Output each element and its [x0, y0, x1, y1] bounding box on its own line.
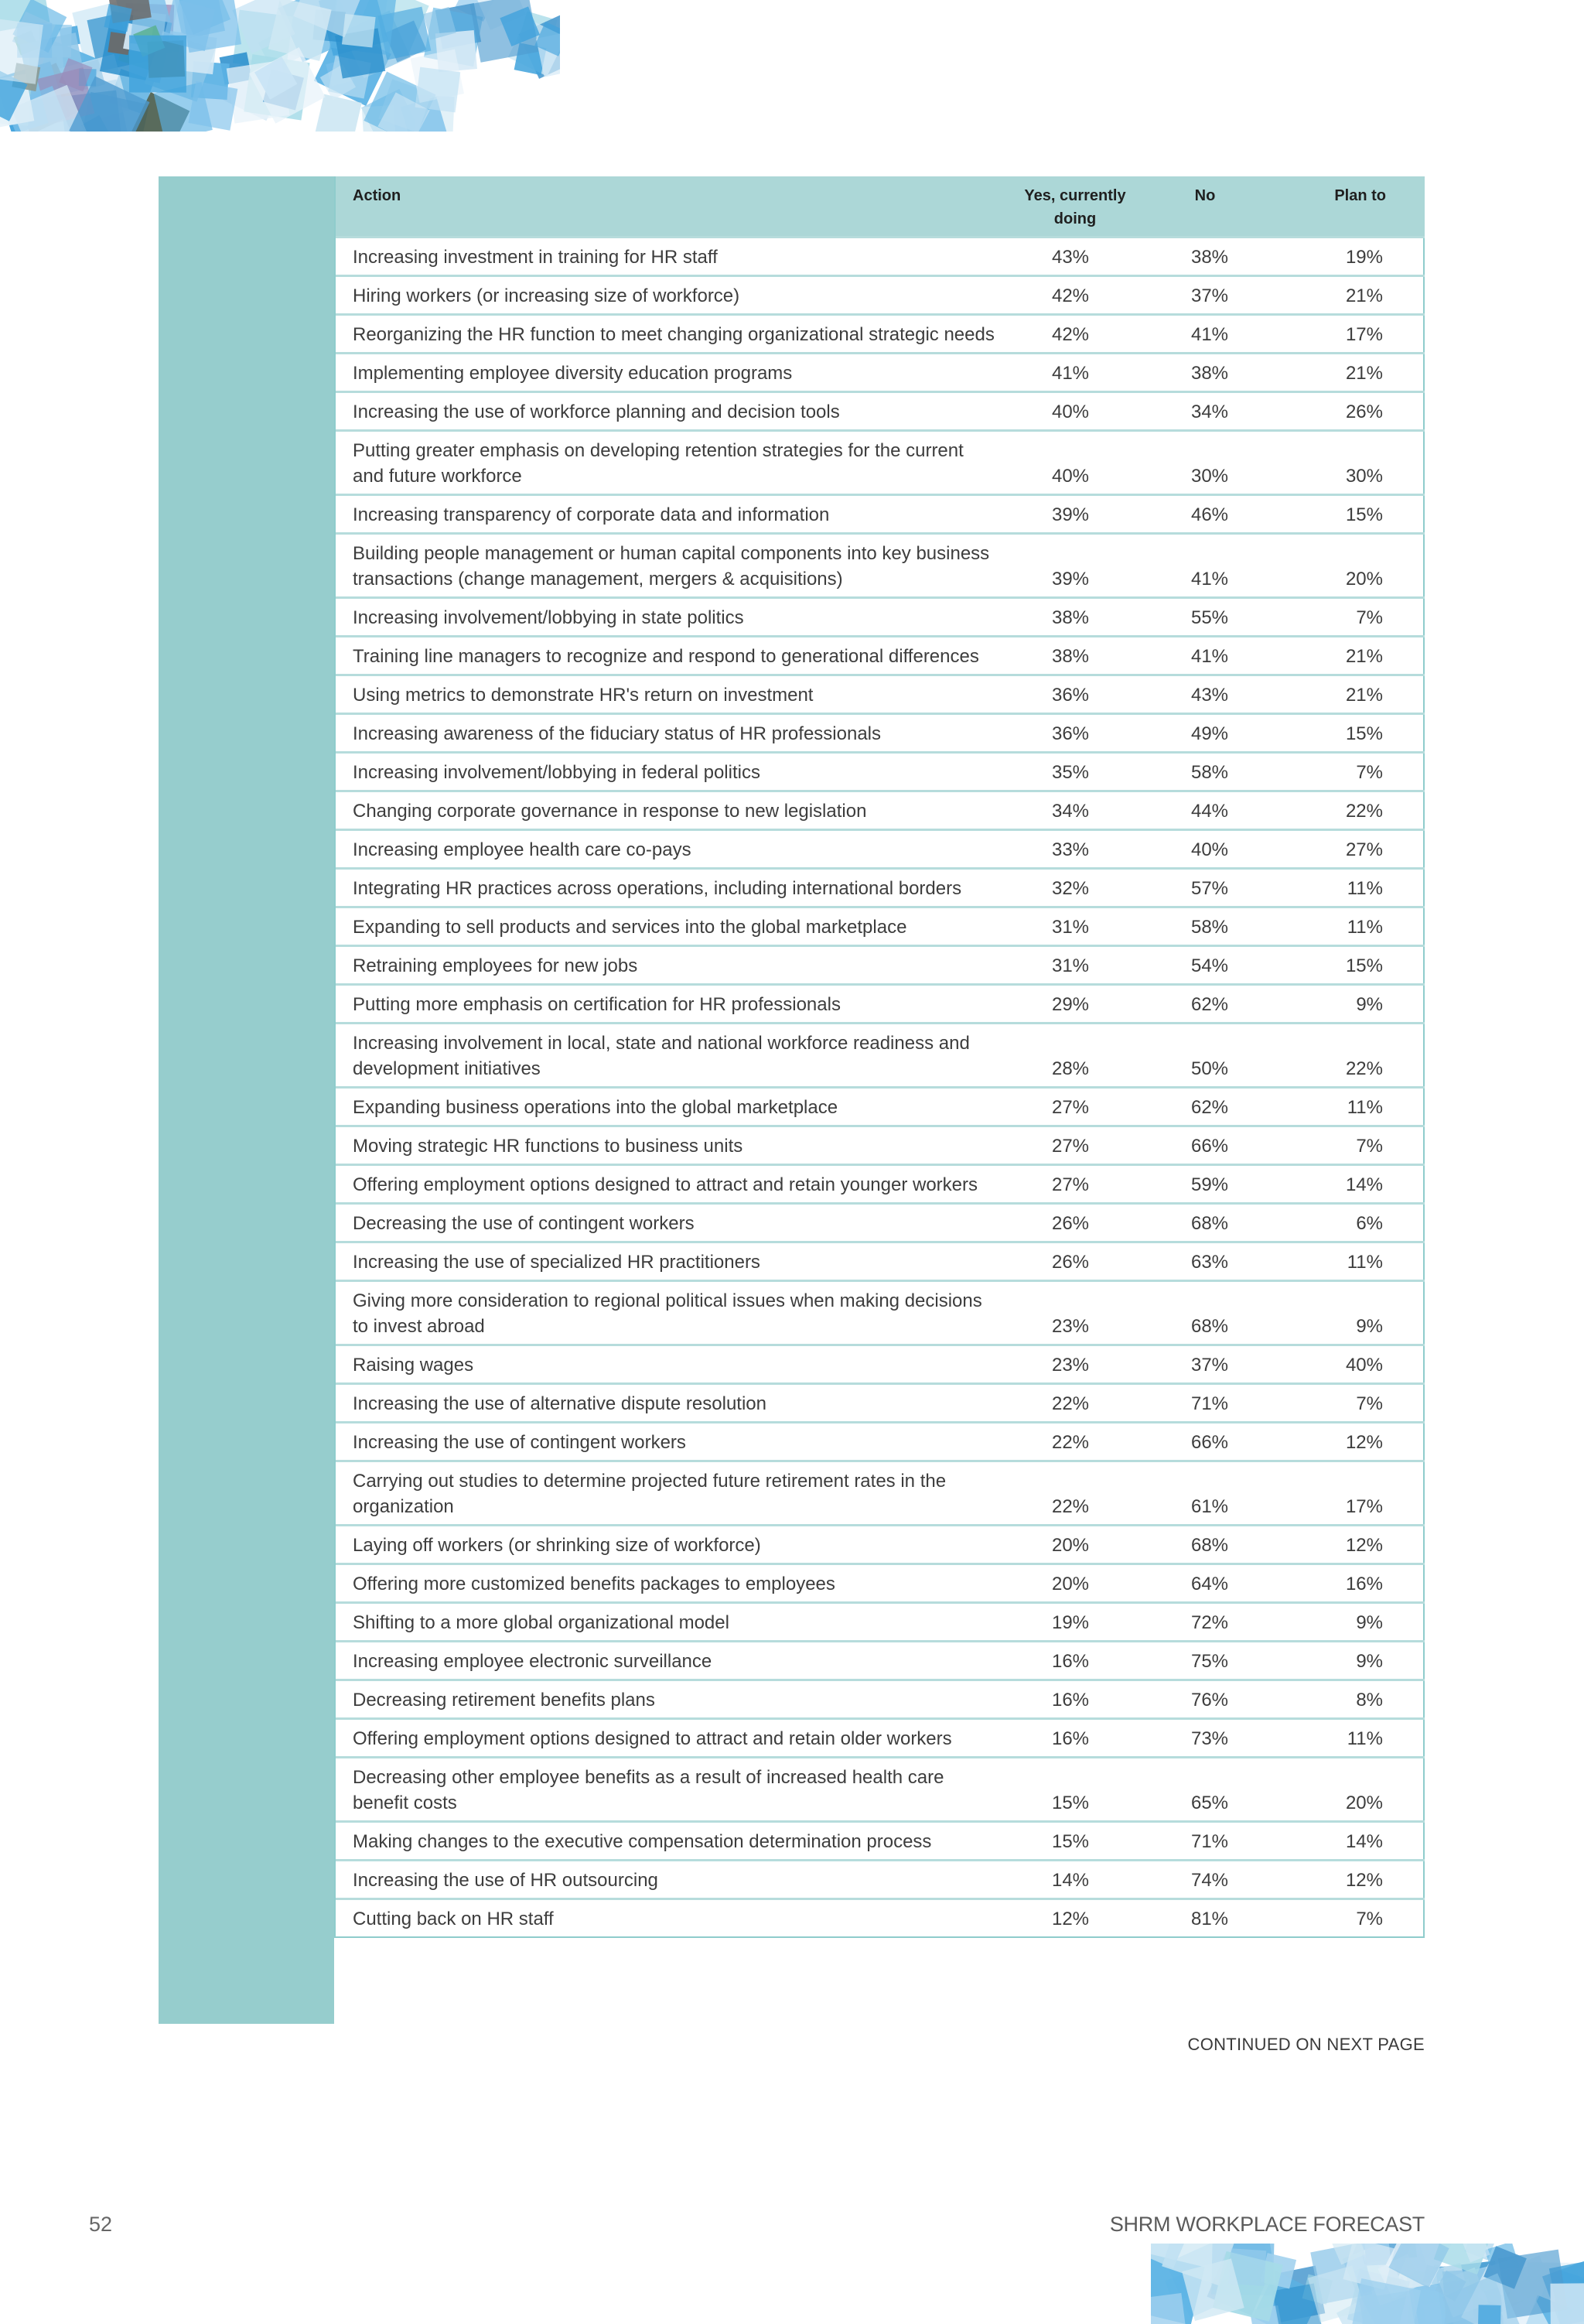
cell-yes: 29% [1005, 984, 1145, 1023]
cell-no: 59% [1145, 1164, 1265, 1203]
cell-plan: 9% [1265, 984, 1425, 1023]
cell-no: 62% [1145, 1087, 1265, 1126]
cell-plan: 15% [1265, 713, 1425, 752]
cell-yes: 27% [1005, 1126, 1145, 1164]
cell-yes: 33% [1005, 829, 1145, 868]
cell-yes: 40% [1005, 430, 1145, 494]
cell-action: Expanding to sell products and services into the global marketplace [336, 907, 1005, 945]
table-row [336, 494, 1425, 533]
table-row [336, 868, 1425, 907]
cell-no: 50% [1145, 1023, 1265, 1087]
cell-no: 58% [1145, 907, 1265, 945]
header-plan-to: Plan to [1265, 176, 1425, 237]
cell-no: 37% [1145, 275, 1265, 314]
table-row [336, 1899, 1425, 1936]
cell-action: Increasing awareness of the fiduciary status of HR professionals [336, 713, 1005, 752]
cell-plan: 17% [1265, 1461, 1425, 1525]
cell-no: 54% [1145, 945, 1265, 984]
table-row [336, 984, 1425, 1023]
cell-plan: 7% [1265, 1126, 1425, 1164]
table-row [336, 752, 1425, 791]
cell-no: 75% [1145, 1641, 1265, 1680]
cell-action: Increasing the use of specialized HR practitioners [336, 1242, 1005, 1280]
cell-action: Moving strategic HR functions to business units [336, 1126, 1005, 1164]
cell-yes: 36% [1005, 675, 1145, 713]
cell-no: 68% [1145, 1525, 1265, 1564]
table-header-row [336, 176, 1425, 237]
cell-yes: 31% [1005, 945, 1145, 984]
table-row [336, 1860, 1425, 1899]
table-row [336, 1821, 1425, 1860]
cell-action: Increasing employee electronic surveillance [336, 1641, 1005, 1680]
cell-action: Retraining employees for new jobs [336, 945, 1005, 984]
cell-yes: 38% [1005, 597, 1145, 636]
cell-action: Giving more consideration to regional political issues when making decisions to invest abroad [336, 1280, 1005, 1345]
cell-plan: 20% [1265, 533, 1425, 597]
cell-no: 38% [1145, 237, 1265, 275]
cell-no: 46% [1145, 494, 1265, 533]
table-row [336, 1680, 1425, 1718]
cell-action: Offering more customized benefits packages to employees [336, 1564, 1005, 1602]
cell-yes: 34% [1005, 791, 1145, 829]
cell-no: 81% [1145, 1899, 1265, 1936]
cell-plan: 21% [1265, 675, 1425, 713]
table-row [336, 391, 1425, 430]
cell-yes: 40% [1005, 391, 1145, 430]
cell-no: 37% [1145, 1345, 1265, 1383]
cell-action: Reorganizing the HR function to meet changing organizational strategic needs [336, 314, 1005, 353]
cell-plan: 21% [1265, 636, 1425, 675]
page-number: 52 [89, 2213, 113, 2236]
cell-plan: 7% [1265, 597, 1425, 636]
cell-no: 74% [1145, 1860, 1265, 1899]
cell-action: Building people management or human capital components into key business transactions (change management, mergers & acquisitions) [336, 533, 1005, 597]
table-row [336, 314, 1425, 353]
cell-action: Carrying out studies to determine projected future retirement rates in the organization [336, 1461, 1005, 1525]
cell-yes: 31% [1005, 907, 1145, 945]
cell-yes: 23% [1005, 1345, 1145, 1383]
cell-yes: 26% [1005, 1203, 1145, 1242]
cell-no: 38% [1145, 353, 1265, 391]
cell-no: 58% [1145, 752, 1265, 791]
cell-no: 65% [1145, 1757, 1265, 1821]
cell-yes: 19% [1005, 1602, 1145, 1641]
cell-action: Decreasing retirement benefits plans [336, 1680, 1005, 1718]
table-row [336, 1602, 1425, 1641]
cell-yes: 22% [1005, 1461, 1145, 1525]
cell-yes: 22% [1005, 1383, 1145, 1422]
actions-table [334, 176, 1425, 1938]
table-row [336, 791, 1425, 829]
cell-no: 34% [1145, 391, 1265, 430]
header-action: Action [336, 176, 1005, 237]
cell-action: Implementing employee diversity education programs [336, 353, 1005, 391]
table-row [336, 275, 1425, 314]
cell-plan: 11% [1265, 1242, 1425, 1280]
cell-action: Increasing investment in training for HR staff [336, 237, 1005, 275]
cell-yes: 39% [1005, 533, 1145, 597]
table-row [336, 533, 1425, 597]
cell-plan: 16% [1265, 1564, 1425, 1602]
cell-yes: 27% [1005, 1164, 1145, 1203]
cell-plan: 9% [1265, 1602, 1425, 1641]
cell-plan: 15% [1265, 945, 1425, 984]
cell-yes: 15% [1005, 1821, 1145, 1860]
cell-plan: 14% [1265, 1164, 1425, 1203]
table-row [336, 945, 1425, 984]
cell-action: Increasing the use of HR outsourcing [336, 1860, 1005, 1899]
header-no: No [1145, 176, 1265, 237]
cell-no: 30% [1145, 430, 1265, 494]
table-row [336, 1757, 1425, 1821]
cell-action: Raising wages [336, 1345, 1005, 1383]
table-row [336, 1641, 1425, 1680]
cell-no: 61% [1145, 1461, 1265, 1525]
cell-action: Using metrics to demonstrate HR's return on investment [336, 675, 1005, 713]
cell-no: 62% [1145, 984, 1265, 1023]
table-row [336, 1203, 1425, 1242]
cell-yes: 22% [1005, 1422, 1145, 1461]
cell-no: 44% [1145, 791, 1265, 829]
cell-yes: 16% [1005, 1641, 1145, 1680]
table-row [336, 353, 1425, 391]
table-row [336, 1280, 1425, 1345]
table-row [336, 907, 1425, 945]
cell-plan: 9% [1265, 1280, 1425, 1345]
table-row [336, 1242, 1425, 1280]
header-yes-currently-doing: Yes, currently doing [1005, 176, 1145, 237]
cell-plan: 12% [1265, 1525, 1425, 1564]
cell-plan: 40% [1265, 1345, 1425, 1383]
cell-no: 41% [1145, 314, 1265, 353]
cell-plan: 21% [1265, 275, 1425, 314]
cell-plan: 7% [1265, 1899, 1425, 1936]
cell-yes: 43% [1005, 237, 1145, 275]
cell-no: 71% [1145, 1383, 1265, 1422]
cell-plan: 7% [1265, 1383, 1425, 1422]
cell-plan: 30% [1265, 430, 1425, 494]
cell-yes: 14% [1005, 1860, 1145, 1899]
cell-plan: 26% [1265, 391, 1425, 430]
cell-action: Laying off workers (or shrinking size of workforce) [336, 1525, 1005, 1564]
cell-no: 66% [1145, 1126, 1265, 1164]
cell-yes: 27% [1005, 1087, 1145, 1126]
cell-plan: 22% [1265, 791, 1425, 829]
cell-plan: 11% [1265, 907, 1425, 945]
table-row [336, 1126, 1425, 1164]
cell-plan: 11% [1265, 868, 1425, 907]
table-row [336, 1087, 1425, 1126]
cell-action: Decreasing the use of contingent workers [336, 1203, 1005, 1242]
cell-yes: 12% [1005, 1899, 1145, 1936]
table-row [336, 1164, 1425, 1203]
table-row [336, 430, 1425, 494]
cell-no: 63% [1145, 1242, 1265, 1280]
cell-action: Increasing transparency of corporate data and information [336, 494, 1005, 533]
publication-title: SHRM WORKPLACE FORECAST [1109, 2213, 1425, 2236]
table-row [336, 1718, 1425, 1757]
cell-yes: 15% [1005, 1757, 1145, 1821]
cell-yes: 28% [1005, 1023, 1145, 1087]
continued-on-next-page: CONTINUED ON NEXT PAGE [1187, 2035, 1425, 2054]
cell-yes: 16% [1005, 1718, 1145, 1757]
cell-action: Increasing involvement in local, state and national workforce readiness and development initiatives [336, 1023, 1005, 1087]
cell-no: 40% [1145, 829, 1265, 868]
cell-action: Making changes to the executive compensation determination process [336, 1821, 1005, 1860]
cell-yes: 42% [1005, 314, 1145, 353]
cell-yes: 42% [1005, 275, 1145, 314]
cell-yes: 38% [1005, 636, 1145, 675]
cell-yes: 16% [1005, 1680, 1145, 1718]
cell-yes: 20% [1005, 1564, 1145, 1602]
cell-plan: 7% [1265, 752, 1425, 791]
table-row [336, 1383, 1425, 1422]
cell-no: 41% [1145, 636, 1265, 675]
table-row [336, 675, 1425, 713]
cell-no: 68% [1145, 1280, 1265, 1345]
table-row [336, 1345, 1425, 1383]
cell-plan: 8% [1265, 1680, 1425, 1718]
cell-plan: 21% [1265, 353, 1425, 391]
cell-action: Increasing involvement/lobbying in federal politics [336, 752, 1005, 791]
table-row [336, 713, 1425, 752]
cell-action: Increasing the use of workforce planning and decision tools [336, 391, 1005, 430]
cell-action: Cutting back on HR staff [336, 1899, 1005, 1936]
cell-no: 66% [1145, 1422, 1265, 1461]
cell-no: 57% [1145, 868, 1265, 907]
cell-action: Putting greater emphasis on developing retention strategies for the current and future workforce [336, 430, 1005, 494]
cell-no: 76% [1145, 1680, 1265, 1718]
cell-yes: 23% [1005, 1280, 1145, 1345]
cell-action: Shifting to a more global organizational model [336, 1602, 1005, 1641]
cell-plan: 11% [1265, 1087, 1425, 1126]
cell-yes: 39% [1005, 494, 1145, 533]
cell-plan: 12% [1265, 1860, 1425, 1899]
cell-no: 71% [1145, 1821, 1265, 1860]
cell-plan: 14% [1265, 1821, 1425, 1860]
cell-plan: 11% [1265, 1718, 1425, 1757]
cell-plan: 9% [1265, 1641, 1425, 1680]
cell-no: 68% [1145, 1203, 1265, 1242]
table-row [336, 1564, 1425, 1602]
cell-plan: 20% [1265, 1757, 1425, 1821]
cell-yes: 32% [1005, 868, 1145, 907]
cell-action: Offering employment options designed to attract and retain older workers [336, 1718, 1005, 1757]
cell-plan: 17% [1265, 314, 1425, 353]
cell-action: Increasing employee health care co-pays [336, 829, 1005, 868]
table-row [336, 829, 1425, 868]
cell-yes: 35% [1005, 752, 1145, 791]
cell-plan: 22% [1265, 1023, 1425, 1087]
cell-plan: 6% [1265, 1203, 1425, 1242]
cell-plan: 12% [1265, 1422, 1425, 1461]
cell-yes: 20% [1005, 1525, 1145, 1564]
table-row [336, 636, 1425, 675]
table-row [336, 1023, 1425, 1087]
cell-action: Hiring workers (or increasing size of workforce) [336, 275, 1005, 314]
cell-no: 49% [1145, 713, 1265, 752]
decorative-mosaic-bottom [1151, 2244, 1584, 2324]
decorative-mosaic-top [0, 0, 560, 132]
cell-action: Training line managers to recognize and respond to generational differences [336, 636, 1005, 675]
cell-plan: 19% [1265, 237, 1425, 275]
cell-action: Changing corporate governance in response to new legislation [336, 791, 1005, 829]
cell-no: 64% [1145, 1564, 1265, 1602]
cell-no: 41% [1145, 533, 1265, 597]
cell-no: 55% [1145, 597, 1265, 636]
cell-action: Putting more emphasis on certification for HR professionals [336, 984, 1005, 1023]
cell-plan: 27% [1265, 829, 1425, 868]
table-row [336, 237, 1425, 275]
cell-no: 43% [1145, 675, 1265, 713]
cell-yes: 26% [1005, 1242, 1145, 1280]
cell-no: 73% [1145, 1718, 1265, 1757]
table-row [336, 1422, 1425, 1461]
cell-plan: 15% [1265, 494, 1425, 533]
table-row [336, 597, 1425, 636]
table-row [336, 1461, 1425, 1525]
cell-action: Increasing involvement/lobbying in state politics [336, 597, 1005, 636]
cell-action: Integrating HR practices across operations, including international borders [336, 868, 1005, 907]
cell-action: Increasing the use of contingent workers [336, 1422, 1005, 1461]
table-side-band [159, 176, 334, 2024]
table-row [336, 1525, 1425, 1564]
cell-no: 72% [1145, 1602, 1265, 1641]
cell-action: Decreasing other employee benefits as a result of increased health care benefit costs [336, 1757, 1005, 1821]
cell-yes: 36% [1005, 713, 1145, 752]
cell-action: Increasing the use of alternative dispute resolution [336, 1383, 1005, 1422]
cell-action: Offering employment options designed to attract and retain younger workers [336, 1164, 1005, 1203]
cell-yes: 41% [1005, 353, 1145, 391]
cell-action: Expanding business operations into the global marketplace [336, 1087, 1005, 1126]
